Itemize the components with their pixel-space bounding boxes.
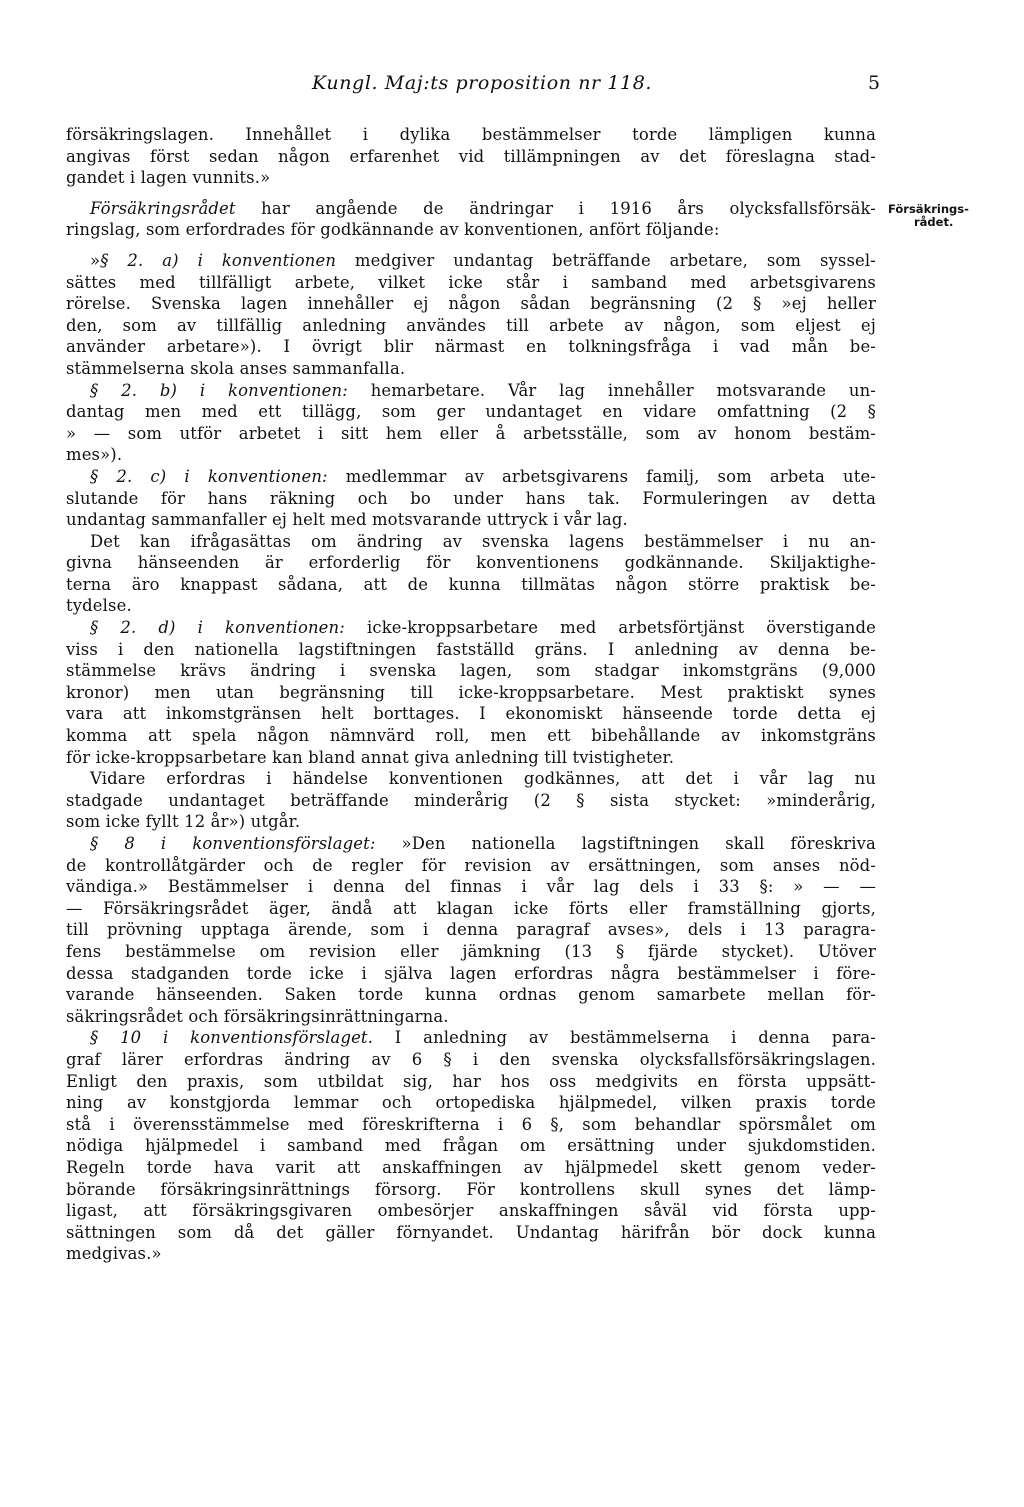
- text-line: sättningen som då det gäller förnyandet. Undantag härifrån bör dock kunna: [66, 1222, 876, 1242]
- margin-note-line: Försäkrings-: [888, 202, 969, 216]
- page-header: [0, 72, 1024, 104]
- text-line: de kontrollåtgärder och de regler för revision av ersättningen, som anses nöd-: [66, 855, 876, 875]
- paragraph: [66, 531, 876, 617]
- text-line: [66, 380, 876, 402]
- paragraph: [66, 1027, 876, 1265]
- text-run: »Den nationella lagstiftningen skall föreskriva: [375, 834, 876, 853]
- text-line: rörelse. Svenska lagen innehåller ej någon sådan begränsning (2 § »ej heller: [66, 294, 876, 314]
- text-line: säkringsrådet och försäkringsinrättningarna.: [66, 1006, 449, 1026]
- text-line: ning av konstgjorda lemmar och ortopediska hjälpmedel, vilken praxis torde: [66, 1093, 876, 1113]
- italic-heading: § 2. b) i konventionen:: [90, 380, 348, 400]
- text-line: gandet i lagen vunnits.»: [66, 168, 271, 188]
- text-line: kronor) men utan begränsning till icke-kroppsarbetare. Mest praktiskt synes: [66, 682, 876, 702]
- text-line: ligast, att försäkringsgivaren ombesörjer anskaffningen såväl vid första upp-: [66, 1201, 876, 1221]
- italic-heading: § 2. a) i konventionen: [100, 250, 337, 270]
- text-line: [66, 617, 876, 639]
- text-line: viss i den nationella lagstiftningen fastställd gräns. I anledning av denna be-: [66, 639, 876, 659]
- text-line: [66, 250, 876, 272]
- text-line: som icke fyllt 12 år») utgår.: [66, 812, 301, 832]
- text-line: tydelse.: [66, 596, 132, 616]
- paragraph: [66, 833, 876, 1027]
- text-run: har angående de ändringar i 1916 års olycksfallsförsäk-: [235, 198, 876, 218]
- margin-note: [888, 203, 998, 229]
- text-run: medgiver undantag beträffande arbetare, som syssel-: [336, 250, 876, 270]
- text-run: I anledning av bestämmelserna i denna para-: [373, 1028, 876, 1048]
- paragraph: [66, 380, 876, 466]
- italic-heading: § 2. c) i konventionen:: [90, 466, 328, 486]
- text-line: dantag men med ett tillägg, som ger undantaget en vidare omfattning (2 §: [66, 402, 876, 422]
- paragraph: [66, 250, 876, 380]
- text-line: stadgade undantaget beträffande minderårig (2 § sista stycket: »minderårig,: [66, 790, 876, 810]
- margin-note-line: rådet.: [914, 215, 954, 229]
- paragraph: [66, 124, 876, 189]
- paragraph: [66, 768, 876, 833]
- text-line: stämmelse krävs ändring i svenska lagen, som stadgar inkomstgräns (9,000: [66, 661, 876, 681]
- text-line: [66, 833, 876, 855]
- text-line: Regeln torde hava varit att anskaffningen av hjälpmedel skett genom veder-: [66, 1157, 876, 1177]
- text-line: sättes med tillfälligt arbete, vilket icke står i samband med arbetsgivarens: [66, 272, 876, 292]
- text-line: Vidare erfordras i händelse konventionen godkännes, att det i vår lag nu: [90, 769, 876, 789]
- text-line: graf lärer erfordras ändring av 6 § i den svenska olycksfallsförsäkringslagen.: [66, 1049, 876, 1069]
- text-line: mes»).: [66, 445, 123, 465]
- italic-heading: Försäkringsrådet: [90, 198, 236, 218]
- text-run: hemarbetare. Vår lag innehåller motsvarande un-: [347, 380, 876, 400]
- text-line: för icke-kroppsarbetare kan bland annat giva anledning till tvistigheter.: [66, 747, 675, 767]
- page-number: 5: [868, 72, 881, 94]
- text-line: angivas först sedan någon erfarenhet vid tillämpningen av det föreslagna stad-: [66, 146, 876, 166]
- text-line: den, som av tillfällig anledning användes till arbete av någon, som eljest ej: [66, 315, 876, 335]
- text-line: medgivas.»: [66, 1244, 162, 1264]
- text-line: nödiga hjälpmedel i samband med frågan om ersättning under sjukdomstiden.: [66, 1136, 876, 1156]
- text-line: Det kan ifrågasättas om ändring av svenska lagens bestämmelser i nu an-: [90, 531, 876, 551]
- running-title: Kungl. Maj:ts proposition nr 118.: [312, 72, 653, 94]
- text-run: icke-kroppsarbetare med arbetsförtjänst överstigande: [344, 618, 876, 638]
- text-line: slutande för hans räkning och bo under hans tak. Formuleringen av detta: [66, 488, 876, 508]
- text-line: dessa stadganden torde icke i själva lagen erfordras några bestämmelser i före-: [66, 963, 876, 983]
- text-line: varande hänseenden. Saken torde kunna ordnas genom samarbete mellan för-: [66, 985, 876, 1005]
- text-line: givna hänseenden är erforderlig för konventionens godkännande. Skiljaktighe-: [66, 553, 876, 573]
- text-line: [66, 1027, 876, 1049]
- text-line: [66, 466, 876, 488]
- italic-heading: § 10 i konventionsförslaget.: [90, 1028, 374, 1048]
- text-line: [66, 198, 876, 220]
- text-line: » — som utför arbetet i sitt hem eller å arbetsställe, som av honom bestäm-: [66, 423, 876, 443]
- text-run: »: [90, 250, 101, 270]
- text-line: fens bestämmelse om revision eller jämkning (13 § fjärde stycket). Utöver: [66, 941, 876, 961]
- text-line: börande försäkringsinrättnings försorg. För kontrollens skull synes det lämp-: [66, 1179, 876, 1199]
- paragraph: [66, 198, 876, 241]
- text-line: — Försäkringsrådet äger, ändå att klagan icke förts eller framställning gjorts,: [66, 898, 876, 918]
- text-line: till prövning upptaga ärende, som i denna paragraf avses», dels i 13 paragra-: [66, 920, 876, 940]
- text-line: stå i överensstämmelse med föreskrifterna i 6 §, som behandlar spörsmålet om: [66, 1114, 876, 1134]
- text-line: vara att inkomstgränsen helt borttages. I ekonomiskt hänseende torde detta ej: [66, 704, 876, 724]
- text-line: försäkringslagen. Innehållet i dylika bestämmelser torde lämpligen kunna: [66, 125, 876, 144]
- text-line: stämmelserna skola anses sammanfalla.: [66, 358, 406, 378]
- text-line: undantag sammanfaller ej helt med motsvarande uttryck i vår lag.: [66, 510, 628, 530]
- paragraph: [66, 466, 876, 531]
- text-line: vändiga.» Bestämmelser i denna del finnas i vår lag dels i 33 §: » — —: [66, 877, 876, 897]
- italic-heading: § 8 i konventionsförslaget:: [90, 834, 376, 853]
- italic-heading: § 2. d) i konventionen:: [90, 618, 345, 638]
- body-text: [66, 124, 876, 1265]
- text-line: använder arbetare»). I övrigt blir närmast en tolkningsfråga i vad mån be-: [66, 337, 876, 357]
- paragraph: [66, 617, 876, 768]
- text-run: medlemmar av arbetsgivarens familj, som arbeta ute-: [327, 466, 876, 486]
- text-line: komma att spela någon nämnvärd roll, men ett bibehållande av inkomstgräns: [66, 726, 876, 746]
- text-line: Enligt den praxis, som utbildat sig, har hos oss medgivits en första uppsätt-: [66, 1071, 876, 1091]
- text-line: ringslag, som erfordrades för godkännande av konventionen, anfört följande:: [66, 220, 720, 240]
- text-line: terna äro knappast sådana, att de kunna tillmätas någon större praktisk be-: [66, 574, 876, 594]
